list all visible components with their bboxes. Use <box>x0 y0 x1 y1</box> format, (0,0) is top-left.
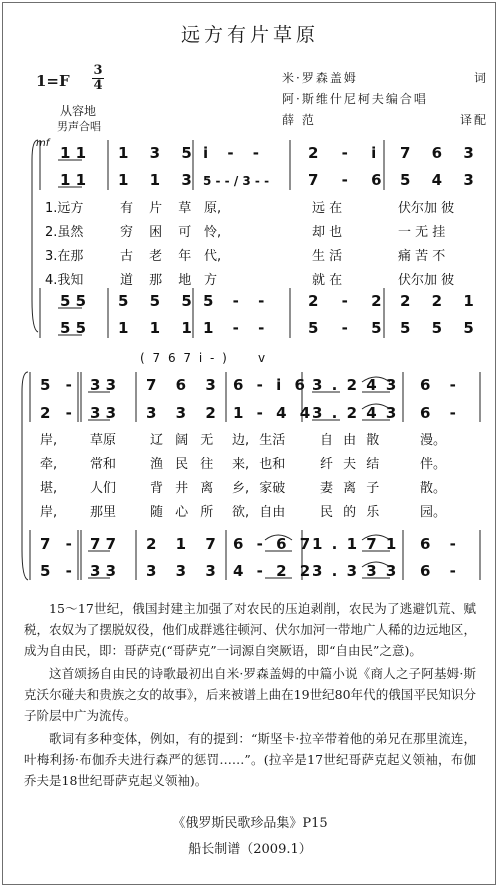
svg-text:1 . 1 7 1: 1 . 1 7 1 <box>312 535 397 553</box>
svg-text:3 . 2 4 3: 3 . 2 4 3 <box>312 376 397 394</box>
svg-text:远 在: 远 在 <box>312 201 343 216</box>
svg-text:岸,: 岸, <box>40 433 58 448</box>
svg-text:1 - -: 1 - - <box>203 319 265 337</box>
system-2-lyrics <box>40 432 446 520</box>
svg-text:妻 离 子: 妻 离 子 <box>320 481 380 496</box>
svg-text:1 1: 1 1 <box>60 171 87 189</box>
system-1-lyrics <box>45 200 454 288</box>
svg-text:7 6 3: 7 6 3 <box>400 144 474 162</box>
system-1-bottom-voice-1 <box>60 292 474 310</box>
svg-text:7 -: 7 - <box>40 535 72 553</box>
svg-text:5 - - / 3 - -: 5 - - / 3 - - <box>203 174 270 188</box>
breath-mark: v <box>258 351 266 365</box>
svg-text:7 - 6: 7 - 6 <box>308 171 382 189</box>
svg-text:漫。: 漫。 <box>420 433 447 448</box>
tempo-mark: 从容地 <box>60 104 97 118</box>
source-citation: 《俄罗斯民歌珍品集》P15 <box>172 816 328 831</box>
svg-text:4.我知: 4.我知 <box>45 273 84 288</box>
svg-text:6 -: 6 - <box>420 404 456 422</box>
svg-text:7 7: 7 7 <box>90 535 117 553</box>
svg-text:怜,: 怜, <box>204 225 222 240</box>
svg-text:5 - 5: 5 - 5 <box>308 319 382 337</box>
meter-top: 3 <box>93 63 103 78</box>
svg-text:3 3 2: 3 3 2 <box>146 404 216 422</box>
svg-text:古 老 年: 古 老 年 <box>120 249 192 264</box>
system-2-bottom-voice-1 <box>40 535 456 553</box>
svg-text:伴。: 伴。 <box>420 457 447 472</box>
svg-text:有 片 草: 有 片 草 <box>120 201 192 216</box>
svg-text:4 - 2 2: 4 - 2 2 <box>233 562 311 580</box>
svg-text:自 由 散: 自 由 散 <box>320 433 380 448</box>
system-2-top-voice-2 <box>40 404 456 422</box>
system-2-top-voice-1 <box>40 376 456 394</box>
svg-text:1 3 5: 1 3 5 <box>118 144 192 162</box>
svg-text:3 3: 3 3 <box>90 376 117 394</box>
svg-text:牵,: 牵, <box>40 457 58 472</box>
svg-text:5 5 5: 5 5 5 <box>400 319 474 337</box>
svg-text:5 - -: 5 - - <box>203 292 265 310</box>
system-2-bottom-voice-2 <box>40 562 456 580</box>
svg-text:1 1 1: 1 1 1 <box>118 319 192 337</box>
svg-text:i - -: i - - <box>203 144 260 162</box>
song-title: 远方有片草原 <box>180 24 319 46</box>
svg-text:常和: 常和 <box>90 457 117 472</box>
note-paragraph: 这首颂扬自由民的诗歌最初出自米·罗森盖姆的中篇小说《商人之子阿基姆·斯克沃尔碰夫和贵族之女的故事》，后来被谱上曲在19世纪80年代的俄国平民知识分子阶层中广为流传。 <box>24 666 476 723</box>
svg-text:一 无 挂: 一 无 挂 <box>398 225 446 240</box>
svg-text:岸,: 岸, <box>40 505 58 520</box>
svg-text:1 1: 1 1 <box>60 144 87 162</box>
svg-text:道 那 地: 道 那 地 <box>120 273 192 288</box>
svg-text:却 也: 却 也 <box>312 225 343 240</box>
credit-lyricist: 米·罗森盖姆 词 <box>282 71 488 85</box>
svg-text:3 . 3 3 3: 3 . 3 3 3 <box>312 562 397 580</box>
svg-text:5 5: 5 5 <box>60 292 87 310</box>
svg-text:6 - i 6: 6 - i 6 <box>233 376 305 394</box>
svg-text:5 -: 5 - <box>40 376 72 394</box>
svg-text:6 -: 6 - <box>420 535 456 553</box>
svg-text:人们: 人们 <box>90 481 117 496</box>
note-paragraph: 歌词有多种变体，例如，有的提到：“斯坚卡·拉辛带着他的弟兄在那里流连，叶梅利扬·布伽乔夫进行森严的惩罚……”。(拉辛是17世纪哥萨克起义领袖，布伽乔夫是18世纪哥萨克起义领袖)。 <box>24 731 476 788</box>
svg-text:5 4 3: 5 4 3 <box>400 171 474 189</box>
svg-text:渔 民 往: 渔 民 往 <box>150 457 214 472</box>
svg-text:散。: 散。 <box>420 481 447 496</box>
svg-text:纤 夫 结: 纤 夫 结 <box>320 457 380 472</box>
svg-text:5 5 5: 5 5 5 <box>118 292 192 310</box>
cue-notes: ( 7 6 7 i - ) <box>140 351 227 365</box>
svg-text:1.远方: 1.远方 <box>45 201 84 216</box>
svg-text:就 在: 就 在 <box>312 273 343 288</box>
credit-arranger: 阿·斯维什尼柯夫编合唱 <box>282 92 428 106</box>
background-notes <box>24 598 476 793</box>
svg-text:6 -: 6 - <box>420 562 456 580</box>
svg-text:痛 苦 不: 痛 苦 不 <box>398 249 446 264</box>
svg-text:3.在那: 3.在那 <box>45 249 84 264</box>
svg-text:辽 阔 无: 辽 阔 无 <box>150 433 214 448</box>
svg-text:那里: 那里 <box>90 505 117 520</box>
svg-text:民 的 乐: 民 的 乐 <box>320 505 380 520</box>
svg-text:方: 方 <box>204 273 218 288</box>
svg-text:5 -: 5 - <box>40 562 72 580</box>
svg-text:2 2 1: 2 2 1 <box>400 292 474 310</box>
system-1-top-voice-1 <box>60 144 474 162</box>
svg-text:穷 困 可: 穷 困 可 <box>120 225 192 240</box>
svg-text:2 - i: 2 - i <box>308 144 377 162</box>
voices-mark: 男声合唱 <box>57 120 101 133</box>
system-1-top-voice-2 <box>60 171 474 189</box>
svg-text:3 . 2 4 3: 3 . 2 4 3 <box>312 404 397 422</box>
svg-text:边, 生活: 边, 生活 <box>232 433 286 448</box>
svg-text:代,: 代, <box>204 249 222 264</box>
svg-text:5 5: 5 5 <box>60 319 87 337</box>
svg-text:7 6 3: 7 6 3 <box>146 376 216 394</box>
svg-text:2 1 7: 2 1 7 <box>146 535 216 553</box>
svg-text:草原: 草原 <box>90 433 117 448</box>
svg-text:3 3 3: 3 3 3 <box>146 562 216 580</box>
svg-text:欲, 自由: 欲, 自由 <box>232 505 286 520</box>
svg-text:1 - 4 4: 1 - 4 4 <box>233 404 311 422</box>
svg-text:6 - 6 7: 6 - 6 7 <box>233 535 311 553</box>
svg-text:堪,: 堪, <box>40 481 58 496</box>
note-paragraph: 15～17世纪，俄国封建主加强了对农民的压迫剥削，农民为了逃避饥荒、赋税，农奴为了摆脱奴役，他们成群逃往顿河、伏尔加河一带地广人稀的边远地区，成为自由民，即：哥萨克(“哥萨克”一词源自突厥语，即“自由民”之意)。 <box>24 601 476 658</box>
svg-text:原,: 原, <box>204 201 222 216</box>
svg-text:园。: 园。 <box>420 505 447 520</box>
svg-text:2 -: 2 - <box>40 404 72 422</box>
svg-text:生 活: 生 活 <box>312 249 343 264</box>
svg-text:背 井 离: 背 井 离 <box>150 481 214 496</box>
credit-translator: 薛 范 译配 <box>282 113 488 127</box>
meter-bottom: 4 <box>93 78 103 93</box>
svg-text:3 3: 3 3 <box>90 404 117 422</box>
svg-text:6 -: 6 - <box>420 376 456 394</box>
svg-text:伏尔加 彼: 伏尔加 彼 <box>398 273 455 288</box>
svg-text:来, 也和: 来, 也和 <box>232 457 286 472</box>
svg-text:随 心 所: 随 心 所 <box>150 505 214 520</box>
svg-text:1 1 3: 1 1 3 <box>118 171 192 189</box>
svg-text:乡, 家破: 乡, 家破 <box>232 481 286 496</box>
system-1-bottom-voice-2 <box>60 319 474 337</box>
svg-text:伏尔加 彼: 伏尔加 彼 <box>398 201 455 216</box>
svg-text:2 - 2: 2 - 2 <box>308 292 382 310</box>
svg-text:3 3: 3 3 <box>90 562 117 580</box>
score-maker: 船长制谱（2009.1） <box>188 842 312 857</box>
dynamic-mark: mf <box>36 138 50 149</box>
key-signature: 1=F <box>36 72 70 90</box>
svg-text:2.虽然: 2.虽然 <box>45 225 84 240</box>
